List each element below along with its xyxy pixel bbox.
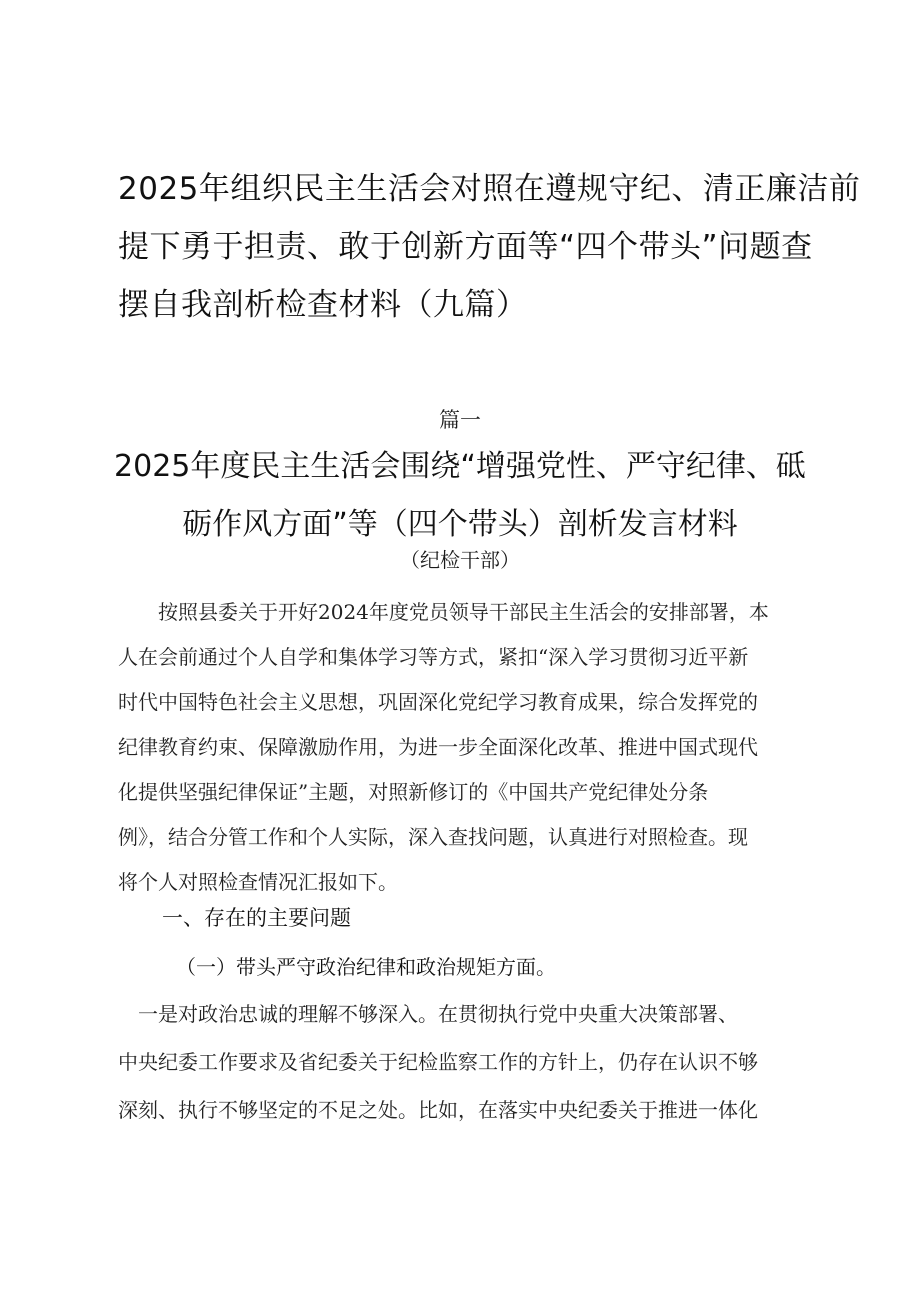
paragraph-line: 将个人对照检查情况汇报如下。 xyxy=(118,870,398,894)
main-title-line: 2025年组织民主生活会对照在遵规守纪、清正廉洁前 xyxy=(118,171,861,207)
section-heading: 一、存在的主要问题 xyxy=(162,906,351,930)
subsection-heading: （一）带头严守政治纪律和政治规矩方面。 xyxy=(176,955,556,979)
paragraph-line: 人在会前通过个人自学和集体学习等方式，紧扣“深入学习贯彻习近平新 xyxy=(118,645,749,669)
author-label: （纪检干部） xyxy=(400,548,520,572)
paragraph-line: 例》，结合分管工作和个人实际，深入查找问题，认真进行对照检查。现 xyxy=(118,825,748,849)
paragraph-line: 化提供坚强纪律保证”主题，对照新修订的《中国共产党纪律处分条 xyxy=(118,780,709,804)
paragraph-line: 按照县委关于开好2024年度党员领导干部民主生活会的安排部署，本 xyxy=(118,600,769,624)
piece-label: 篇一 xyxy=(439,408,481,432)
main-title-line: 摆自我剖析检查材料（九篇） xyxy=(118,287,528,323)
sub-title xyxy=(0,438,920,554)
sub-title-line: 砺作风方面”等（四个带头）剖析发言材料 xyxy=(182,507,738,542)
main-title xyxy=(118,160,861,334)
sub-title-line: 2025年度民主生活会围绕“增强党性、严守纪律、砥 xyxy=(114,449,806,484)
paragraph-line: 纪律教育约束、保障激励作用，为进一步全面深化改革、推进中国式现代 xyxy=(118,735,758,759)
main-title-line: 提下勇于担责、敢于创新方面等“四个带头”问题查 xyxy=(118,229,813,265)
intro-paragraph xyxy=(118,590,818,905)
paragraph-line: 中央纪委工作要求及省纪委关于纪检监察工作的方针上，仍存在认识不够 xyxy=(118,1050,758,1074)
paragraph-line: 深刻、执行不够坚定的不足之处。比如，在落实中央纪委关于推进一体化 xyxy=(118,1098,758,1122)
body-paragraph xyxy=(118,990,828,1134)
paragraph-line: 时代中国特色社会主义思想，巩固深化党纪学习教育成果，综合发挥党的 xyxy=(118,690,758,714)
paragraph-line: 一是对政治忠诚的理解不够深入。在贯彻执行党中央重大决策部署、 xyxy=(118,1002,738,1026)
